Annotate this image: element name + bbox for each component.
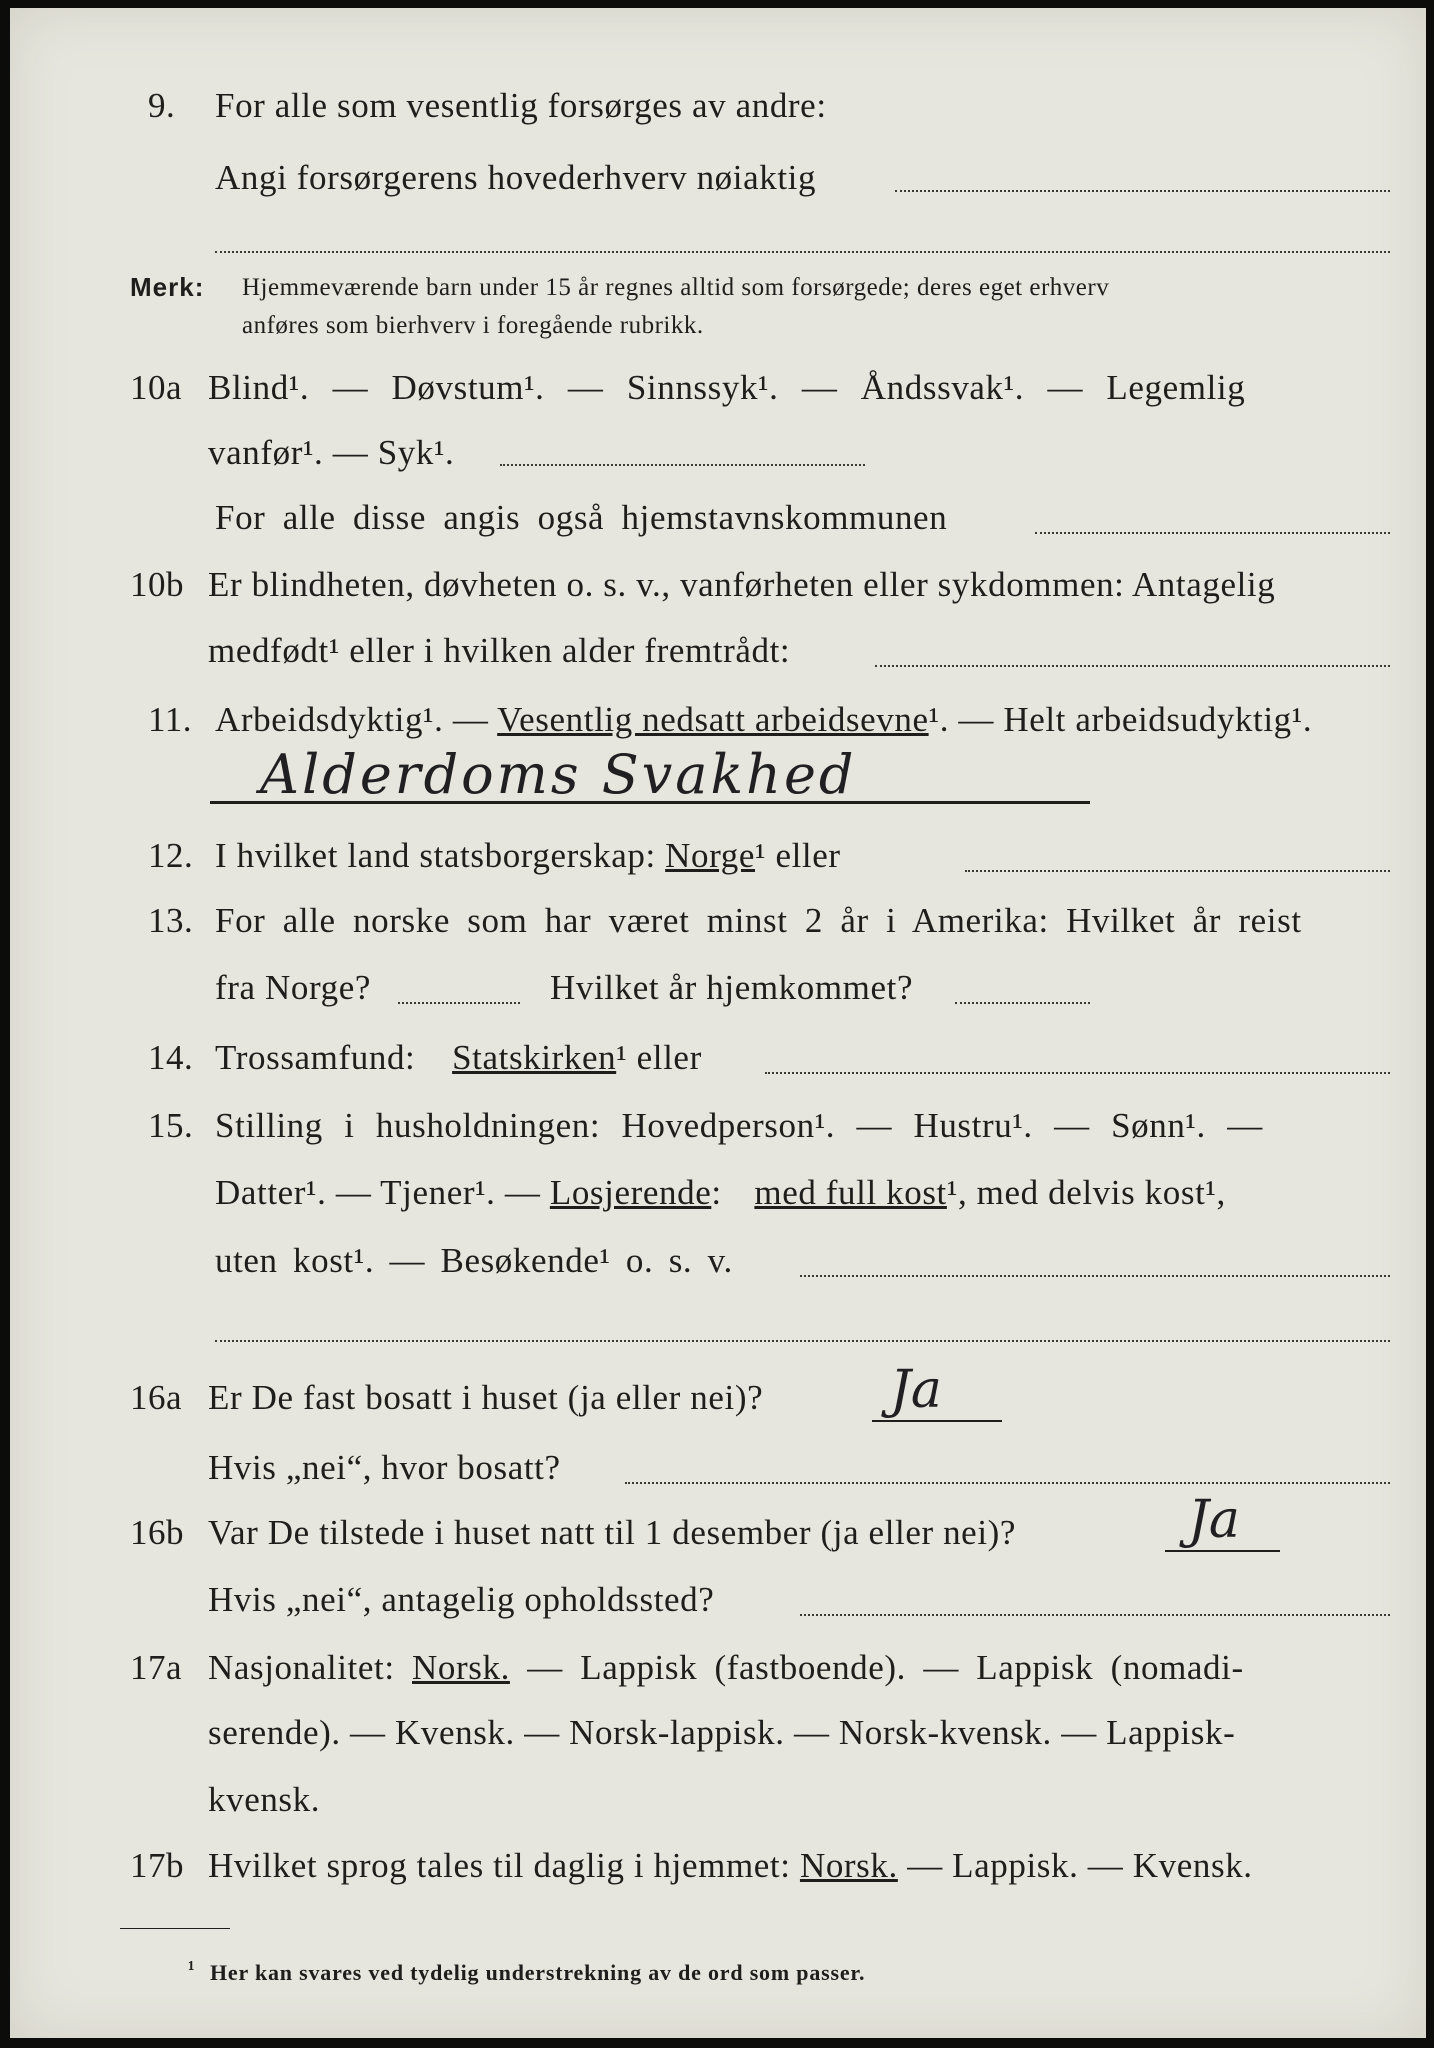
- q9-text-2: Angi forsørgerens hovederhverv nøiaktig: [215, 158, 817, 197]
- q14-option-statskirken-underlined: Statskirken: [452, 1038, 617, 1077]
- q10a-text-2: vanfør¹. — Syk¹.: [208, 433, 455, 472]
- q12-eller: ¹ eller: [755, 836, 841, 875]
- handwritten-underline: [1165, 1550, 1280, 1552]
- q15-text-3: uten kost¹. — Besøkende¹ o. s. v.: [215, 1241, 733, 1280]
- q16b-text-2: Hvis „nei“, antagelig opholdssted?: [208, 1580, 715, 1619]
- question-number-16b: 16b: [130, 1513, 184, 1552]
- q15-colon: :: [711, 1173, 722, 1212]
- merk-text-2: anføres som bierhverv i foregående rubrikk.: [242, 312, 704, 339]
- answer-line[interactable]: [765, 1072, 1390, 1074]
- question-number-17a: 17a: [130, 1648, 183, 1687]
- answer-line[interactable]: [500, 464, 865, 466]
- q10a-text-3: For alle disse angis også hjemstavnskommunen: [215, 498, 948, 537]
- answer-line[interactable]: [955, 1002, 1090, 1004]
- answer-line[interactable]: [1035, 532, 1390, 534]
- question-number-11: 11.: [148, 700, 192, 739]
- q10b-text-2: medfødt¹ eller i hvilken alder fremtrådt:: [208, 631, 791, 670]
- q13-text-2a: fra Norge?: [215, 968, 371, 1007]
- answer-line[interactable]: [215, 251, 1390, 253]
- q10b-text: Er blindheten, døvheten o. s. v., vanførheten eller sykdommen: Antagelig: [208, 565, 1276, 604]
- question-number-10a: 10a: [130, 368, 183, 407]
- q11-option-helt: ¹. — Helt arbeidsudyktig¹.: [928, 700, 1313, 739]
- q17a-label: Nasjonalitet:: [208, 1648, 395, 1687]
- q13-text: For alle norske som har været minst 2 år i Amerika: Hvilket år reist: [215, 901, 1302, 940]
- handwritten-answer-16a: Ja: [890, 1360, 942, 1420]
- footnote-divider: [120, 1928, 230, 1929]
- q11-option-vesentlig-underlined: Vesentlig nedsatt arbeidsevne: [497, 700, 929, 739]
- question-number-12: 12.: [148, 836, 194, 875]
- answer-line[interactable]: [895, 190, 1390, 192]
- census-form-page: [10, 8, 1426, 2038]
- q12-option-norge-underlined: Norge: [665, 836, 755, 875]
- handwritten-answer-16b: Ja: [1188, 1490, 1240, 1550]
- answer-line[interactable]: [800, 1275, 1390, 1277]
- q13-text-2b: Hvilket år hjemkommet?: [550, 968, 914, 1007]
- merk-label: Merk:: [130, 272, 205, 302]
- q14-label: Trossamfund:: [215, 1038, 416, 1077]
- question-number-14: 14.: [148, 1038, 194, 1077]
- q17b-option-norsk-underlined: Norsk.: [799, 1846, 898, 1885]
- q17b-label: Hvilket sprog tales til daglig i hjemmet:: [208, 1846, 791, 1885]
- q12-label: I hvilket land statsborgerskap:: [215, 836, 656, 875]
- q17a-options: — Lappisk (fastboende). — Lappisk (nomadi-: [527, 1648, 1244, 1687]
- question-number-13: 13.: [148, 901, 194, 940]
- answer-line[interactable]: [965, 870, 1390, 872]
- q14-eller: ¹ eller: [616, 1038, 702, 1077]
- q15-options-a: Datter¹. — Tjener¹. —: [215, 1173, 541, 1212]
- handwritten-answer-q11: Alderdoms Svakhed: [260, 743, 857, 806]
- q16b-text: Var De tilstede i huset natt til 1 desember (ja eller nei)?: [208, 1513, 1017, 1552]
- q10a-text: Blind¹. — Døvstum¹. — Sinnssyk¹. — Åndssvak¹. — Legemlig: [208, 368, 1246, 407]
- q16a-text-2: Hvis „nei“, hvor bosatt?: [208, 1448, 561, 1487]
- handwritten-underline: [210, 801, 1090, 804]
- question-number-16a: 16a: [130, 1378, 183, 1417]
- question-number-17b: 17b: [130, 1846, 184, 1885]
- q12-text: [215, 836, 841, 876]
- handwritten-underline: [872, 1420, 1002, 1422]
- q17a-text-3: kvensk.: [208, 1780, 321, 1819]
- footnote-text: Her kan svares ved tydelig understrekning av de ord som passer.: [210, 1960, 866, 1985]
- answer-line[interactable]: [875, 665, 1390, 667]
- q17b-options: — Lappisk. — Kvensk.: [907, 1846, 1253, 1885]
- q17a-text-2: serende). — Kvensk. — Norsk-lappisk. — Norsk-kvensk. — Lappisk-: [208, 1713, 1236, 1752]
- answer-line[interactable]: [800, 1614, 1390, 1616]
- footnote-mark: ¹: [188, 1956, 196, 1981]
- q15-option-med-full-kost-underlined: med full kost: [754, 1173, 947, 1212]
- q15-option-losjerende-underlined: Losjerende: [549, 1173, 712, 1212]
- question-number-15: 15.: [148, 1106, 194, 1145]
- q9-text: For alle som vesentlig forsørges av andre:: [215, 86, 827, 125]
- q15-text-2: [215, 1173, 1226, 1213]
- q15-text: Stilling i husholdningen: Hovedperson¹. — Hustru¹. — Sønn¹. —: [215, 1106, 1263, 1145]
- q17b-text: [208, 1846, 1253, 1886]
- q15-options-b: ¹, med delvis kost¹,: [946, 1173, 1226, 1212]
- q17a-text: [208, 1648, 1244, 1688]
- question-number-10b: 10b: [130, 565, 184, 604]
- q16a-text: Er De fast bosatt i huset (ja eller nei)?: [208, 1378, 764, 1417]
- q11-option-arbeidsdyktig: Arbeidsdyktig¹. —: [215, 700, 489, 739]
- answer-line[interactable]: [215, 1340, 1390, 1342]
- merk-text: Hjemmeværende barn under 15 år regnes alltid som forsørgede; deres eget erhverv: [242, 274, 1110, 301]
- answer-line[interactable]: [625, 1482, 1390, 1484]
- answer-line[interactable]: [398, 1002, 520, 1004]
- q11-text: [215, 700, 1312, 740]
- q17a-option-norsk-underlined: Norsk.: [412, 1648, 510, 1687]
- question-number-9: 9.: [148, 86, 176, 125]
- q14-text: [215, 1038, 702, 1078]
